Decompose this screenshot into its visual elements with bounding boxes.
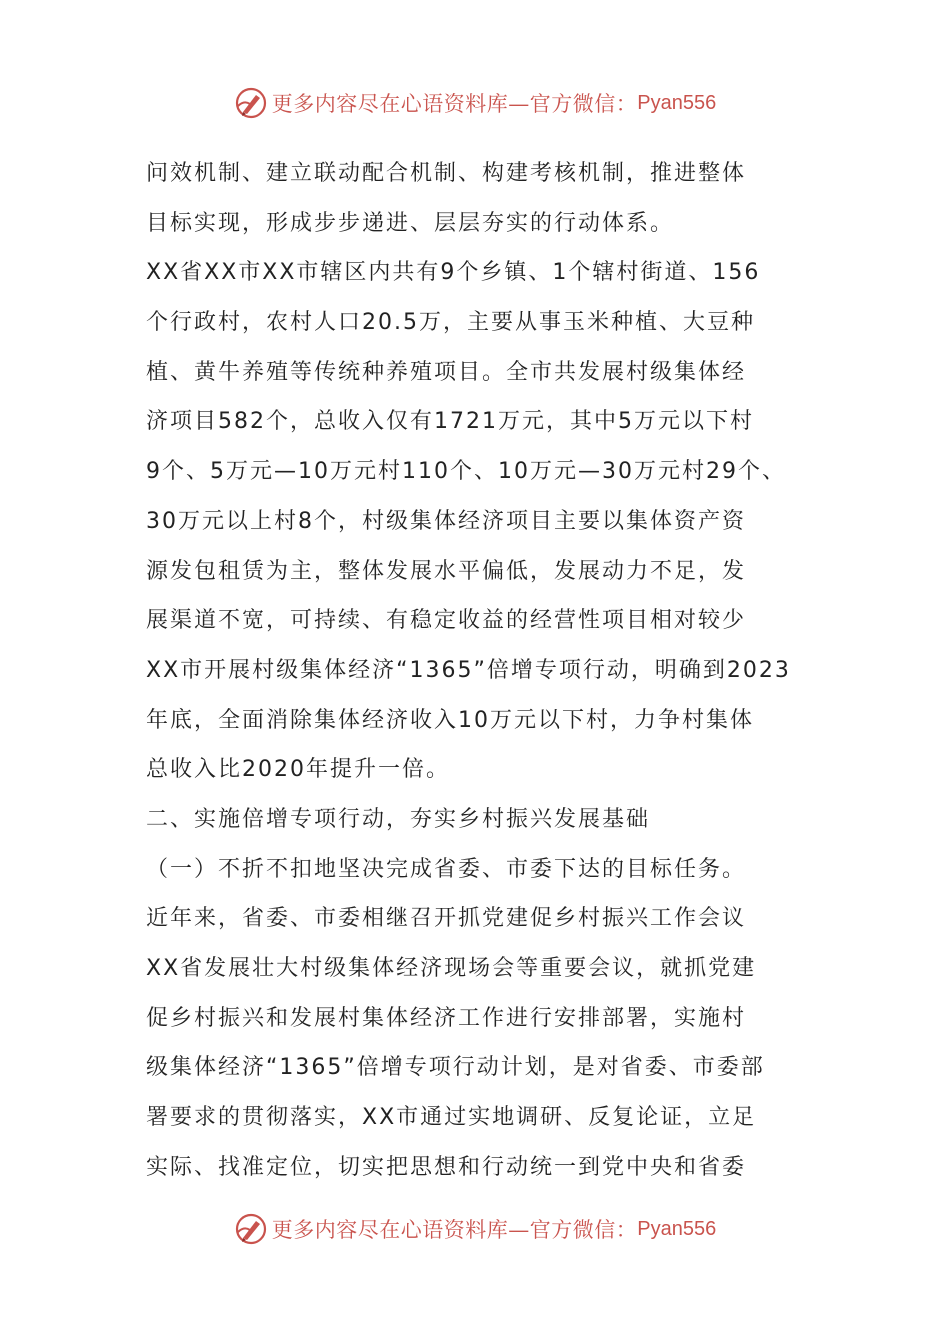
document-body — [146, 149, 818, 1192]
watermark-banner-top — [0, 83, 950, 123]
watermark-text: 更多内容尽在心语资料库—官方微信： — [271, 1218, 638, 1242]
text-line: 总收入比2020年提升一倍。 — [146, 757, 450, 783]
text-line: 促乡村振兴和发展村集体经济工作进行安排部署，实施村 — [146, 1005, 747, 1031]
text-line: 源发包租赁为主，整体发展水平偏低，发展动力不足，发 — [146, 558, 747, 584]
watermark-text: 更多内容尽在心语资料库—官方微信： — [271, 92, 638, 116]
text-line: 问效机制、建立联动配合机制、构建考核机制，推进整体 — [146, 161, 747, 186]
text-line: 济项目582个，总收入仅有1721万元，其中5万元以下村 — [146, 409, 754, 435]
text-line: 个行政村，农村人口20.5万，主要从事玉米种植、大豆种 — [146, 310, 755, 336]
watermark-handle: Pyan556 — [637, 1217, 717, 1240]
text-line: XX市开展村级集体经济“1365”倍增专项行动，明确到2023 — [146, 657, 791, 683]
text-line: 近年来，省委、市委相继召开抓党建促乡村振兴工作会议 — [146, 906, 747, 932]
watermark-handle: Pyan556 — [637, 91, 717, 114]
text-line: XX省发展壮大村级集体经济现场会等重要会议，就抓党建 — [146, 956, 757, 981]
pen-logo-icon — [234, 1212, 268, 1246]
text-line: 级集体经济“1365”倍增专项行动计划，是对省委、市委部 — [146, 1055, 765, 1081]
pen-logo-icon — [234, 86, 268, 120]
text-line: 目标实现，形成步步递进、层层夯实的行动体系。 — [146, 210, 675, 236]
watermark-banner-bottom — [0, 1209, 950, 1249]
text-line: 9个、5万元—10万元村110个、10万元—30万元村29个、 — [146, 459, 786, 485]
text-line: 署要求的贯彻落实，XX市通过实地调研、反复论证，立足 — [146, 1105, 757, 1131]
text-line: 30万元以上村8个，村级集体经济项目主要以集体资产资 — [146, 508, 746, 534]
text-line: 展渠道不宽，可持续、有稳定收益的经营性项目相对较少 — [146, 608, 747, 634]
text-line: 实际、找准定位，切实把思想和行动统一到党中央和省委 — [146, 1154, 747, 1180]
text-line: XX省XX市XX市辖区内共有9个乡镇、1个辖村街道、156 — [146, 260, 761, 286]
subsection-heading: （一）不折不扣地坚决完成省委、市委下达的目标任务。 — [146, 856, 747, 882]
text-line: 年底，全面消除集体经济收入10万元以下村，力争村集体 — [146, 707, 754, 733]
text-line: 植、黄牛养殖等传统种养殖项目。全市共发展村级集体经 — [146, 359, 747, 385]
section-heading: 二、实施倍增专项行动，夯实乡村振兴发展基础 — [146, 806, 651, 832]
